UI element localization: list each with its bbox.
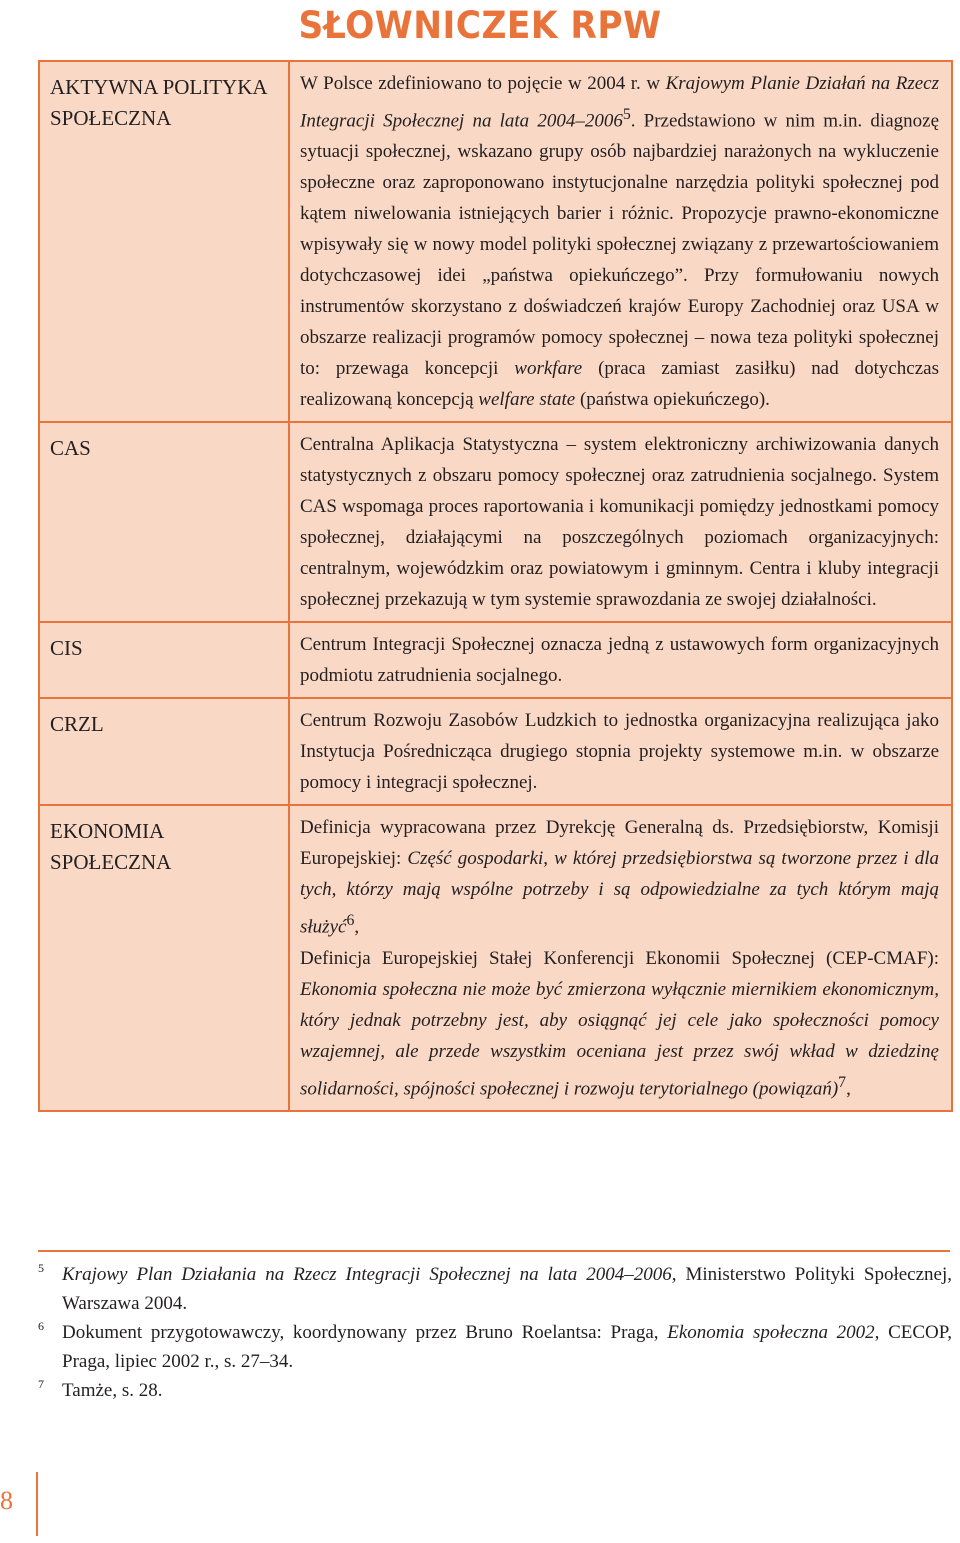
definition-paragraph (300, 943, 939, 1104)
footnote-divider (38, 1250, 950, 1252)
footnote-number: 7 (38, 1377, 44, 1391)
footnote-ref[interactable]: 5 (622, 106, 631, 123)
page-number: 8 (0, 1486, 13, 1515)
definition-paragraph (300, 812, 939, 942)
table-row (39, 61, 952, 422)
footnote-text: , CECOP, Praga, lipiec 2002 r., s. 27–34. (62, 1322, 952, 1372)
glossary-table (38, 60, 953, 1112)
definition-text: (praca zamiast zasiłku) nad dotychczas realizowaną koncepcją (300, 358, 939, 411)
footnote-italic: Krajowy Plan Działania na Rzecz Integracji Społecznej na lata 2004–2006 (62, 1264, 672, 1285)
definition-cell: Centralna Aplikacja Statystyczna – system elektroniczny archiwizowania danych statystycznych z obszaru pomocy społecznej oraz zatrudnienia socjalnego. System CAS wspomaga proces raportowania i komunikacji pomiędzy jednostkami pomocy społecznej, działającymi na poszczególnych poziomach organizacyjnych: centralnym, wojewódzkim oraz powiatowym i gminnym. Centra i kluby integracji społecznej przekazują w tym systemie sprawozdania ze swojej działalności. (289, 422, 952, 622)
definition-text: (państwa opiekuńczego). (575, 389, 770, 411)
term-cell: EKONOMIA SPOŁECZNA (39, 805, 289, 1111)
definition-italic: Krajowym Planie Działań na Rzecz Integracji Społecznej na lata 2004–2006 (300, 73, 939, 132)
definition-cell: Centrum Integracji Społecznej oznacza jedną z ustawowych form organizacyjnych podmiotu zatrudnienia socjalnego. (289, 622, 952, 698)
definition-text: , (354, 916, 360, 938)
footnote-ref[interactable]: 6 (346, 912, 355, 930)
definition-italic: Część gospodarki, w której przedsiębiorstwa są tworzone przez i dla tych, którzy mają wspólne potrzeby i są odpowiedzialne za tych którym mają służyć (300, 848, 939, 938)
definition-italic: Ekonomia społeczna nie może być zmierzona wyłącznie miernikiem ekonomicznym, który jednak potrzebny jest, aby osiągnąć jej cele jako społeczności pomocy wzajemnej, ale przede wszystkim oceniana jest przez swój wkład w dziedzinę solidarności, spójności społecznej i rozwoju terytorialnego (powiązań) (300, 978, 939, 1099)
page-title: SŁOWNICZEK RPW (298, 4, 662, 47)
term-cell: CAS (39, 422, 289, 622)
table-row (39, 622, 952, 698)
definition-cell (289, 805, 952, 1111)
definition-text: Definicja wypracowana przez Dyrekcję Generalną ds. Przedsiębiorstw, Komisji Europejskiej: (300, 817, 939, 870)
footnote (38, 1318, 952, 1376)
footnote-number: 5 (38, 1261, 44, 1275)
term-cell: CIS (39, 622, 289, 698)
footnote-text: , Ministerstwo Polityki Społecznej, Warszawa 2004. (62, 1264, 952, 1314)
definition-cell (289, 61, 952, 422)
definition-italic: workfare (514, 358, 583, 380)
footnotes (38, 1260, 952, 1405)
definition-text: . Przedstawiono w nim m.in. diagnozę sytuacji społecznej, wskazano grupy osób najbardziej narażonych na wykluczenie społeczne oraz zaproponowano instytucjonalne narzędzia polityki społecznej pod kątem niwelowania istniejących barier i różnic. Propozycje prawno-ekonomiczne wpisywały się w nowy model polityki społecznej związany z przewartościowaniem dotychczasowej idei „państwa opiekuńczego”. Przy formułowaniu nowych instrumentów skorzystano z doświadczeń krajów Europy Zachodniej oraz USA w obszarze realizacji programów pomocy społecznej – nowa teza polityki społecznej to: przewaga koncepcji (300, 110, 940, 380)
term-cell: AKTYWNA POLITYKA SPOŁECZNA (39, 61, 289, 422)
footnote (38, 1260, 952, 1318)
footnote-text: Tamże, s. 28. (62, 1380, 163, 1401)
footnote (38, 1376, 952, 1405)
footnote-text: Dokument przygotowawczy, koordynowany przez Bruno Roelantsa: Praga, (62, 1322, 668, 1343)
table-row (39, 698, 952, 805)
definition-italic: welfare state (478, 389, 576, 411)
definition-text: Definicja Europejskiej Stałej Konferencji Ekonomii Społecznej (CEP-CMAF): (300, 947, 939, 969)
definition-text: , (846, 1077, 851, 1099)
page-number-bar (36, 1472, 38, 1536)
footnote-number: 6 (38, 1319, 44, 1333)
footnote-italic: Ekonomia społeczna 2002 (667, 1322, 875, 1343)
table-row (39, 805, 952, 1111)
footnote-ref[interactable]: 7 (838, 1073, 847, 1091)
definition-cell: Centrum Rozwoju Zasobów Ludzkich to jednostka organizacyjna realizująca jako Instytucja Pośrednicząca drugiego stopnia projekty systemowe m.in. w obszarze pomocy i integracji społecznej. (289, 698, 952, 805)
definition-text: W Polsce zdefiniowano to pojęcie w 2004 r. w (300, 73, 666, 94)
table-row (39, 422, 952, 622)
term-cell: CRZL (39, 698, 289, 805)
